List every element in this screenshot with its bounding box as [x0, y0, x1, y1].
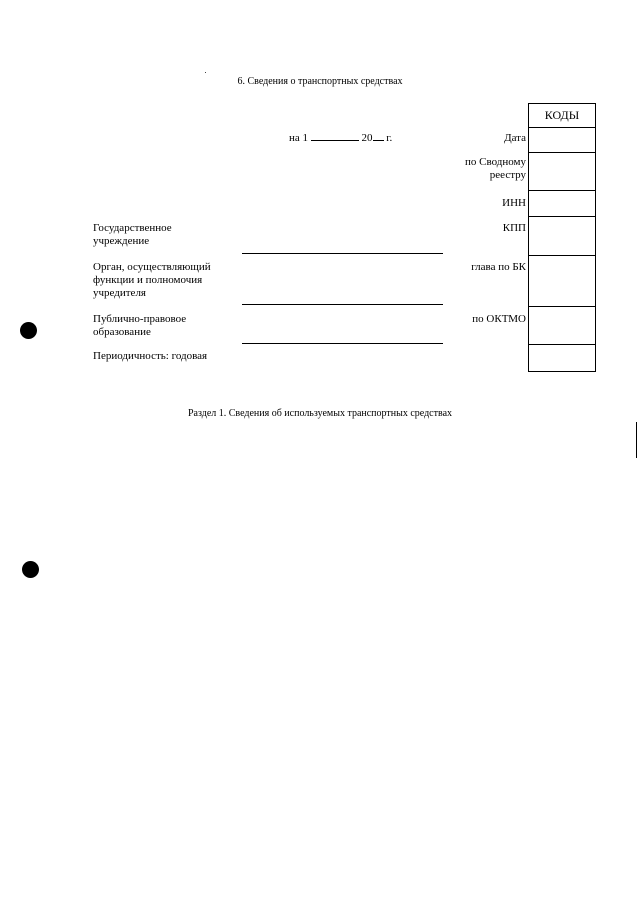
- code-cell-registry: [529, 153, 596, 191]
- punch-hole-bottom: [22, 561, 39, 578]
- codes-header: КОДЫ: [529, 104, 596, 128]
- label-public-entity-line2: образование: [93, 326, 151, 338]
- code-cell-inn: [529, 191, 596, 217]
- code-cell-oktmo: [529, 307, 596, 345]
- section-title: Раздел 1. Сведения об используемых транспортных средствах: [187, 408, 453, 419]
- code-cell-date: [529, 128, 596, 153]
- codes-table: [528, 103, 596, 372]
- institution-fill-line: [242, 253, 443, 254]
- label-institution: [93, 222, 172, 248]
- label-date: Дата: [504, 132, 526, 144]
- scan-edge-line: [636, 422, 637, 458]
- label-institution-line2: учреждение: [93, 235, 150, 247]
- label-founder-line3: учредителя: [93, 287, 146, 299]
- report-date-line: [289, 131, 392, 144]
- code-cell-bk-chapter: [529, 256, 596, 307]
- label-registry: [465, 156, 526, 182]
- date-prefix: на 1: [289, 132, 309, 144]
- code-cell-kpp: [529, 217, 596, 256]
- label-inn: ИНН: [502, 197, 526, 209]
- label-founder: [93, 261, 211, 300]
- label-bk-chapter: глава по БК: [471, 261, 526, 273]
- year-blank: [373, 131, 384, 141]
- public-entity-fill-line: [242, 343, 443, 344]
- code-cell-periodicity: [529, 345, 596, 372]
- label-public-entity: [93, 313, 186, 339]
- document-title: 6. Сведения о транспортных средствах: [237, 76, 403, 87]
- label-institution-line1: Государственное: [93, 222, 172, 234]
- founder-fill-line: [242, 304, 443, 305]
- label-public-entity-line1: Публично-правовое: [93, 313, 187, 325]
- label-periodicity: Периодичность: годовая: [93, 350, 208, 362]
- label-kpp: КПП: [502, 222, 526, 234]
- punch-hole-top: [20, 322, 37, 339]
- label-oktmo: по ОКТМО: [472, 313, 526, 325]
- label-founder-line1: Орган, осуществляющий: [93, 261, 211, 273]
- label-founder-line2: функции и полномочия: [93, 274, 203, 286]
- year-prefix: 20: [361, 132, 373, 144]
- scan-speck: [205, 72, 206, 73]
- label-registry-line1: по Сводному: [464, 156, 526, 168]
- year-suffix: г.: [386, 132, 393, 144]
- day-month-blank: [311, 131, 359, 141]
- label-registry-line2: реестру: [489, 169, 526, 181]
